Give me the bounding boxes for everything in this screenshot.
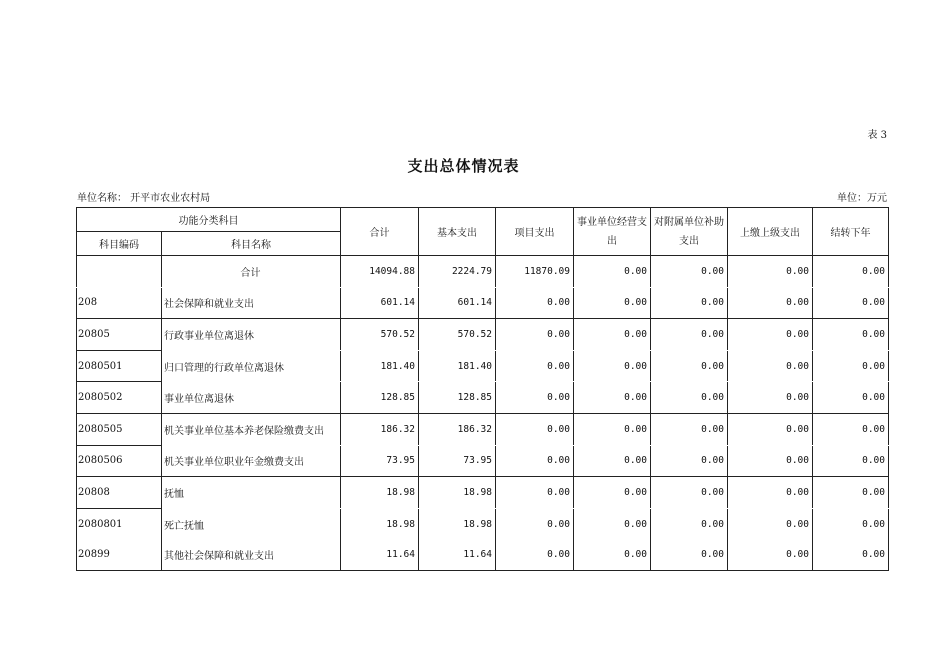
cell-total: 14094.88 [341,256,419,288]
table-total-row [77,256,889,288]
cell-upper: 0.00 [728,382,813,414]
table-row [77,508,889,539]
header-name: 科目名称 [162,232,341,256]
header-basic: 基本支出 [419,208,496,256]
header-project: 项目支出 [496,208,574,256]
unit-name-label: 单位名称： 开平市农业农村局 [77,193,211,204]
cell-subsidy: 0.00 [651,445,728,477]
table-row [77,445,889,477]
cell-subsidy: 0.00 [651,413,728,445]
table-row [77,350,889,382]
cell-basic: 570.52 [419,319,496,351]
cell-operating: 0.00 [574,508,651,539]
cell-code: 2080801 [77,508,162,539]
cell-code: 208 [77,287,162,319]
cell-operating: 0.00 [574,477,651,509]
cell-name: 事业单位离退休 [162,382,341,414]
cell-code: 20808 [77,477,162,509]
cell-subsidy: 0.00 [651,287,728,319]
cell-project: 0.00 [496,287,574,319]
cell-operating: 0.00 [574,539,651,570]
cell-upper: 0.00 [728,287,813,319]
cell-name: 行政事业单位离退休 [162,319,341,351]
cell-carry: 0.00 [813,350,889,382]
cell-code: 20899 [77,539,162,570]
table-row [77,287,889,319]
cell-project: 0.00 [496,382,574,414]
cell-upper: 0.00 [728,350,813,382]
header-code: 科目编码 [77,232,162,256]
table-header [77,208,889,256]
cell-operating: 0.00 [574,287,651,319]
cell-name: 机关事业单位职业年金缴费支出 [162,445,341,477]
table-number: 表 3 [867,130,887,141]
cell-upper: 0.00 [728,413,813,445]
cell-code: 2080502 [77,382,162,414]
cell-operating: 0.00 [574,350,651,382]
cell-total: 11.64 [341,539,419,570]
cell-total: 73.95 [341,445,419,477]
table-body [77,256,889,571]
cell-carry: 0.00 [813,539,889,570]
cell-subsidy: 0.00 [651,382,728,414]
cell-project: 0.00 [496,413,574,445]
cell-total: 570.52 [341,319,419,351]
cell-carry: 0.00 [813,319,889,351]
header-carry: 结转下年 [813,208,889,256]
cell-carry: 0.00 [813,508,889,539]
cell-project: 0.00 [496,319,574,351]
cell-code: 2080506 [77,445,162,477]
cell-project: 0.00 [496,477,574,509]
cell-project: 0.00 [496,539,574,570]
cell-project: 0.00 [496,445,574,477]
cell-carry: 0.00 [813,382,889,414]
cell-name: 合计 [162,256,341,288]
cell-project: 11870.09 [496,256,574,288]
cell-basic: 601.14 [419,287,496,319]
cell-upper: 0.00 [728,508,813,539]
cell-total: 186.32 [341,413,419,445]
cell-subsidy: 0.00 [651,477,728,509]
cell-basic: 18.98 [419,477,496,509]
cell-name: 社会保障和就业支出 [162,287,341,319]
page-title: 支出总体情况表 [407,157,520,175]
cell-name: 死亡抚恤 [162,508,341,539]
cell-carry: 0.00 [813,413,889,445]
cell-upper: 0.00 [728,256,813,288]
cell-carry: 0.00 [813,477,889,509]
header-func-group: 功能分类科目 [77,208,341,232]
cell-code [77,256,162,288]
table-row [77,539,889,570]
cell-total: 18.98 [341,508,419,539]
table-row [77,319,889,351]
cell-subsidy: 0.00 [651,319,728,351]
cell-upper: 0.00 [728,539,813,570]
cell-carry: 0.00 [813,445,889,477]
cell-subsidy: 0.00 [651,539,728,570]
cell-upper: 0.00 [728,477,813,509]
cell-total: 181.40 [341,350,419,382]
cell-operating: 0.00 [574,413,651,445]
cell-project: 0.00 [496,508,574,539]
cell-operating: 0.00 [574,319,651,351]
cell-basic: 181.40 [419,350,496,382]
table-row [77,413,889,445]
cell-basic: 186.32 [419,413,496,445]
cell-carry: 0.00 [813,256,889,288]
cell-carry: 0.00 [813,287,889,319]
cell-basic: 18.98 [419,508,496,539]
header-operating: 事业单位经营支出 [574,208,651,256]
header-upper: 上缴上级支出 [728,208,813,256]
cell-operating: 0.00 [574,256,651,288]
cell-name: 机关事业单位基本养老保险缴费支出 [162,413,341,445]
header-total: 合计 [341,208,419,256]
cell-code: 2080501 [77,350,162,382]
table-row [77,382,889,414]
cell-subsidy: 0.00 [651,256,728,288]
cell-subsidy: 0.00 [651,508,728,539]
cell-operating: 0.00 [574,445,651,477]
cell-name: 抚恤 [162,477,341,509]
cell-total: 128.85 [341,382,419,414]
cell-basic: 128.85 [419,382,496,414]
cell-name: 归口管理的行政单位离退休 [162,350,341,382]
cell-basic: 73.95 [419,445,496,477]
currency-unit-label: 单位：万元 [837,193,887,204]
cell-basic: 11.64 [419,539,496,570]
cell-code: 20805 [77,319,162,351]
cell-total: 601.14 [341,287,419,319]
cell-upper: 0.00 [728,319,813,351]
cell-upper: 0.00 [728,445,813,477]
expenditure-table [76,207,889,571]
cell-subsidy: 0.00 [651,350,728,382]
cell-name: 其他社会保障和就业支出 [162,539,341,570]
table-row [77,477,889,509]
cell-basic: 2224.79 [419,256,496,288]
cell-code: 2080505 [77,413,162,445]
cell-total: 18.98 [341,477,419,509]
cell-project: 0.00 [496,350,574,382]
header-subsidy: 对附属单位补助支出 [651,208,728,256]
cell-operating: 0.00 [574,382,651,414]
